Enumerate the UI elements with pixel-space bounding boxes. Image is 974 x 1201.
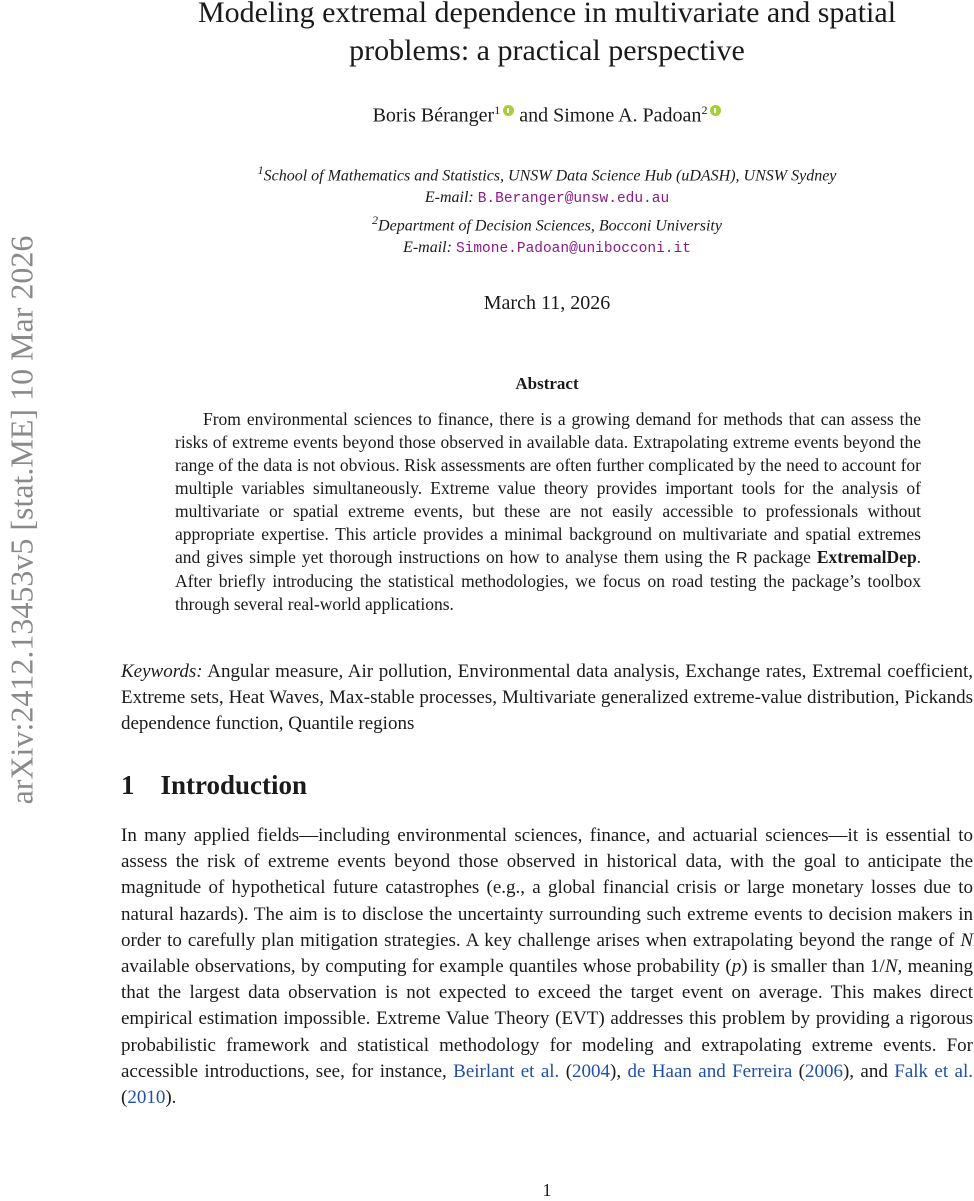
arxiv-id-text: arXiv:2412.13453v5 [stat.ME] 10 Mar 2026 (3, 235, 40, 805)
affiliation-1: $^1$School of Mathematics and Statistics, UNSW Data Science Hub (uDASH), UNSW Sydney (257, 163, 837, 185)
section-title: Introduction (160, 770, 308, 800)
citation-year-dehaan[interactable]: 2006 (804, 1060, 843, 1082)
title-line-1: Modeling extremal dependence in multivariate and spatial (197, 0, 897, 29)
affiliation-2: $^2$Department of Decision Sciences, Bocconi University (372, 213, 722, 235)
keywords-label: Keywords: (121, 661, 203, 682)
author-2-name: Simone A. Padoan (553, 104, 702, 127)
abstract-body: From environmental sciences to finance, there is a growing demand for methods that can assess the risks of extreme events beyond those observed in available data. Extrapolating extreme events beyond the range of the data is not obvious. Risk assessments are often further complicated by the need to account for multiple variables simultaneously. Extreme value theory provides important tools for the analysis of multivariate or spatial extreme events, but these are not easily accessible to professionals without appropriate expertise. This article provides a minimal background on multivariate and spatial extremes and gives simple yet thorough instructions on how to analyse them using the R package ExtremalDep. After briefly introducing the statistical methodologies, we focus on road testing the package’s toolbox through several real-world applications. (175, 409, 922, 614)
page-number: 1 (542, 1180, 552, 1200)
title-line-2: problems: a practical perspective (349, 34, 745, 67)
arxiv-side-stamp (0, 165, 44, 875)
math-N: N (884, 956, 898, 978)
author-1-name: Boris Béranger (372, 104, 495, 127)
paper-title (120, 0, 974, 70)
math-p: p (731, 956, 742, 978)
orcid-icon[interactable] (503, 105, 514, 116)
math-N: N (960, 929, 973, 951)
citation-link-dehaan[interactable]: de Haan and Ferreira (627, 1060, 793, 1082)
intro-paragraph: In many applied fields—including environmental sciences, finance, and actuarial sciences—it is essential to assess the risk of extreme events beyond those observed in historical data, with the goal to anticipate the magnitude of hypothetical future catastrophes (e.g., a global financial crisis or large monetary losses due to natural hazards). The aim is to disclose the uncertainty surrounding such extreme events to decision makers in order to carefully plan mitigation strategies. A key challenge arises when extrapolating beyond the range of N available observations, by computing for example quantiles whose probability (p) is smaller than 1/N, meaning that the largest data observation is not expected to exceed the target event on average. This makes direct empirical estimation impossible. Extreme Value Theory (EVT) addresses this problem by providing a rigorous probabilistic framework and statistical methodology for modeling and extrapolating extreme events. For accessible introductions, see, for instance, Beirlant et al. (2004), de Haan and Ferreira (2006), and Falk et al. (2010). (121, 825, 973, 1109)
author-1-sup: 1 (494, 103, 501, 117)
section-number: 1 (121, 770, 135, 800)
author-join: and (519, 104, 549, 127)
email-line-1: E-mail: B.Beranger@unsw.edu.au (424, 188, 670, 207)
email-line-2: E-mail: Simone.Padoan@unibocconi.it (403, 239, 691, 258)
publication-date: March 11, 2026 (483, 292, 611, 314)
section-heading (121, 770, 307, 801)
r-language: R (735, 550, 748, 567)
orcid-icon[interactable] (710, 105, 721, 116)
abstract-heading: Abstract (515, 374, 579, 393)
email-link-2[interactable]: Simone.Padoan@unibocconi.it (455, 241, 691, 258)
keywords (121, 659, 973, 737)
package-name: ExtremalDep (816, 547, 917, 567)
affiliations (120, 160, 974, 261)
citation-year-falk[interactable]: 2010 (127, 1087, 166, 1109)
email-link-1[interactable]: B.Beranger@unsw.edu.au (477, 190, 670, 207)
keywords-text: Angular measure, Air pollution, Environmental data analysis, Exchange rates, Extremal coefficient, Extreme sets, Heat Waves, Max-stable processes, Multivariate generalized extreme-value distribution, Pickands dependence function, Quantile regions (121, 661, 974, 734)
citation-year-beirlant[interactable]: 2004 (572, 1060, 611, 1082)
author-2-sup: 2 (701, 103, 708, 117)
author-list (120, 103, 974, 128)
citation-link-falk[interactable]: Falk et al. (894, 1060, 973, 1082)
citation-link-beirlant[interactable]: Beirlant et al. (453, 1060, 560, 1082)
